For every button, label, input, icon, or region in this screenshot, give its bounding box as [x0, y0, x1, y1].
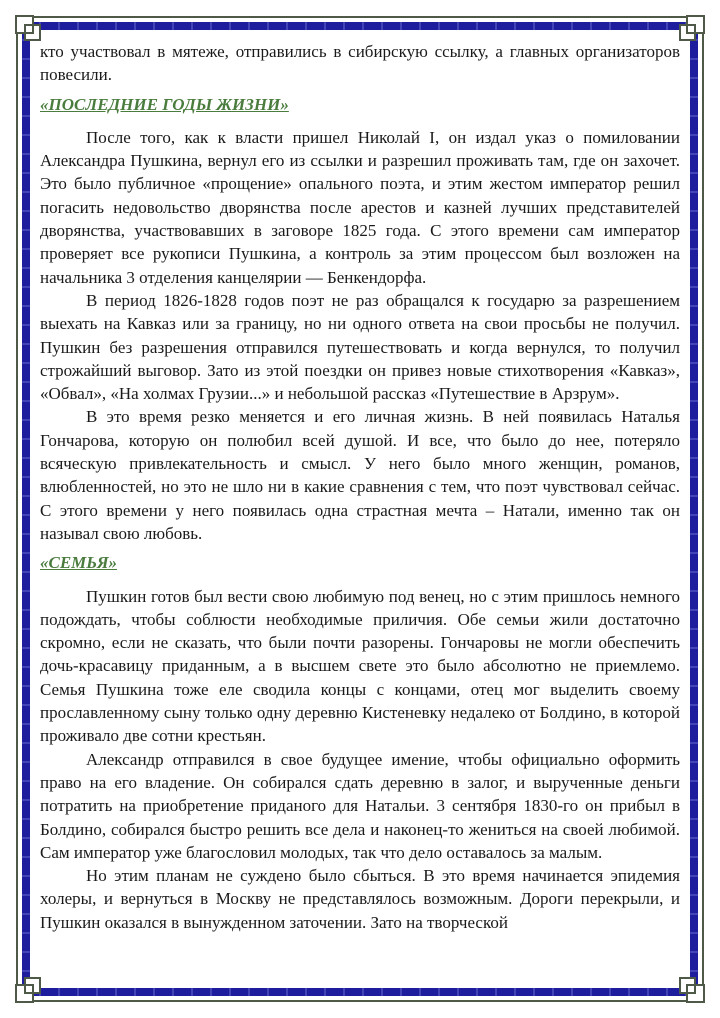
frame-band-bottom: [22, 988, 698, 996]
paragraph: Но этим планам не суждено было сбыться. В это время начинается эпидемия холеры, и вернуться в Москву не представлялось возможным. Дороги перекрыли, и Пушкин оказался в вынужденном заточении. Зато на творческой: [40, 866, 680, 932]
paragraph: Александр отправился в свое будущее имение, чтобы официально оформить право на его владение. Он собирался сдать деревню в залог, и вырученные деньги потратить на приобретение приданого для Натальи. 3 сентября 1830-го он прибыл в Болдино, собирался быстро решить все дела и наконец-то жениться на своей любимой. Сам император уже благословил молодых, так что дело оставалось за малым.: [40, 749, 680, 862]
paragraph: В период 1826-1828 годов поэт не раз обращался к государю за разрешением выехать на Кавказ или за границу, но ни одного ответа на свои просьбы не получил. Пушкин без разрешения отправился путешествовать и когда вернулся, то получил строжайший выговор. Зато из этой поездки он привез новые стихотворения «Кавказ», «Обвал», «На холмах Грузии...» и небольшой рассказ «Путешествие в Арзрум».: [40, 290, 680, 404]
paragraph-continuation: кто участвовал в мятеже, отправились в сибирскую ссылку, а главных организаторов повесили.: [40, 42, 680, 85]
corner-ornament-bottom-right: [662, 960, 706, 1004]
ornament-square-icon: [24, 24, 41, 41]
ornament-square-icon: [679, 24, 696, 41]
frame-band-top: [22, 22, 698, 30]
frame-band-left: [22, 22, 30, 996]
section-heading-last-years: «ПОСЛЕДНИЕ ГОДЫ ЖИЗНИ»: [40, 94, 289, 114]
corner-ornament-bottom-left: [14, 960, 58, 1004]
ornament-square-icon: [15, 984, 34, 1003]
ornament-square-icon: [686, 15, 705, 34]
paragraph: В это время резко меняется и его личная жизнь. В ней появилась Наталья Гончарова, которую он полюбил всей душой. И все, что было до нее, потеряло всяческую привлекательность и смысл. У него было много женщин, романов, влюбленностей, но это не шло ни в какие сравнения с тем, что поэт чувствовал сейчас. С этого времени у него появилась одна страстная мечта – Натали, именно так он называл свою любовь.: [40, 407, 680, 543]
paragraph: Пушкин готов был вести свою любимую под венец, но с этим пришлось немного подождать, чтобы соблюсти необходимые приличия. Обе семьи жили достаточно скромно, если не сказать, что были почти разорены. Гончаровы не могли обеспечить дочь-красавицу приданным, а в высшем свете это было абсолютно не приемлемо. Семья Пушкина тоже еле сводила концы с концами, отец мог выделить своему прославленному сыну только одну деревню Кистеневку недалеко от Болдино, в которой проживало две сотни крестьян.: [40, 586, 680, 746]
ornament-square-icon: [679, 977, 696, 994]
ornament-square-icon: [15, 15, 34, 34]
ornament-square-icon: [679, 977, 696, 994]
document-content: [40, 40, 680, 934]
ornament-square-icon: [24, 977, 41, 994]
ornament-square-icon: [686, 984, 705, 1003]
ornament-square-icon: [679, 24, 696, 41]
frame-band-right: [690, 22, 698, 996]
ornament-square-icon: [24, 977, 41, 994]
ornament-square-icon: [24, 24, 41, 41]
paragraph: После того, как к власти пришел Николай I, он издал указ о помиловании Александра Пушкина, вернул его из ссылки и разрешил проживать там, где он захочет. Это было публичное «прощение» опального поэта, и этим жестом император решил погасить недовольство дворянства после арестов и казней лучших представителей дворянства, участвовавших в заговоре 1825 года. С этого времени сам император проверяет все рукописи Пушкина, а контроль за этим процессом был возложен на начальника 3 отделения канцелярии — Бенкендорфа.: [40, 127, 680, 287]
section-heading-family: «СЕМЬЯ»: [40, 553, 118, 573]
